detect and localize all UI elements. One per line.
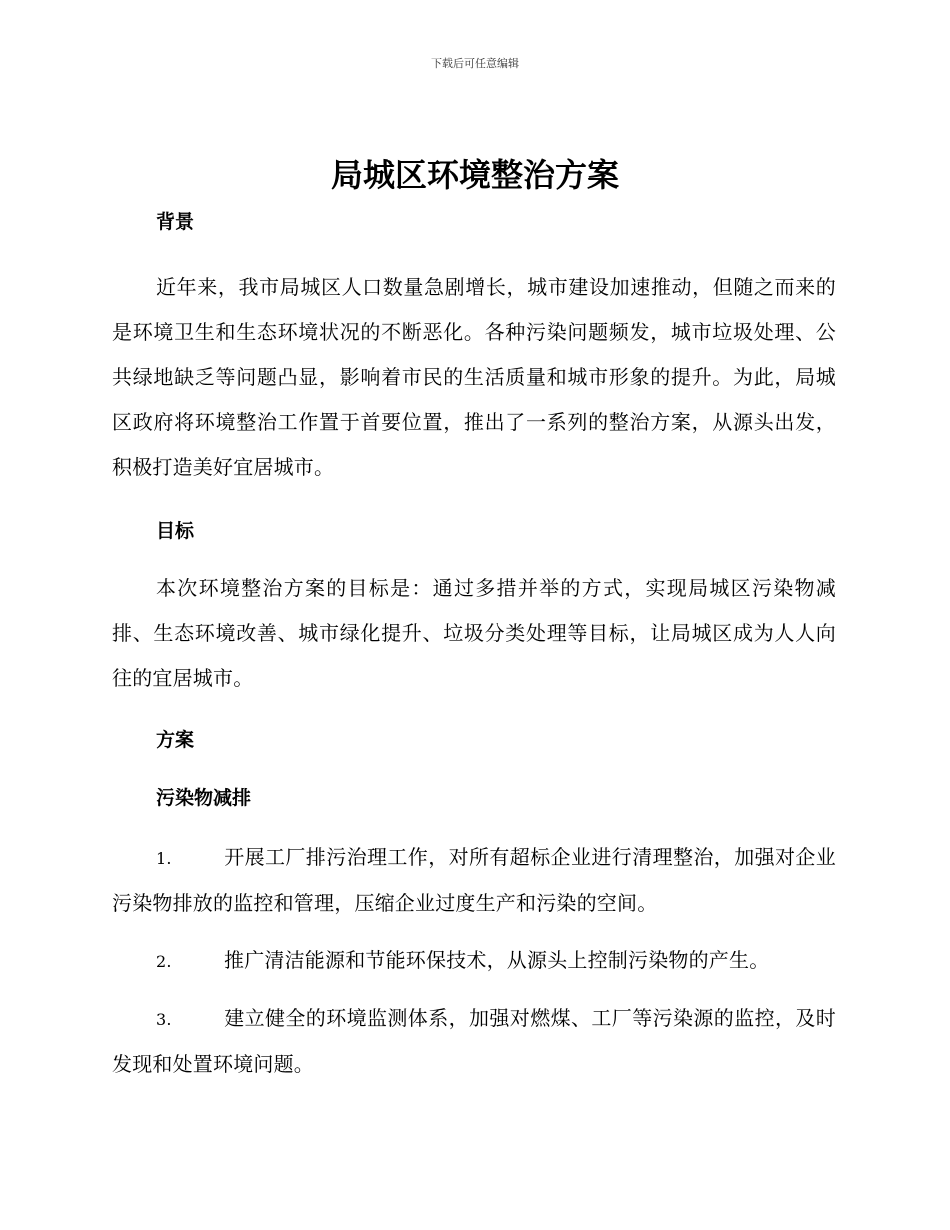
target-paragraph: 本次环境整治方案的目标是：通过多措并举的方式，实现局城区污染物减排、生态环境改善、城市绿化提升、垃圾分类处理等目标，让局城区成为人人向往的宜居城市。 (112, 576, 836, 690)
background-paragraph: 近年来，我市局城区人口数量急剧增长，城市建设加速推动，但随之而来的是环境卫生和生态环境状况的不断恶化。各种污染问题频发，城市垃圾处理、公共绿地缺乏等问题凸显，影响着市民的生活质量和城市形象的提升。为此，局城区政府将环境整治工作置于首要位置，推出了一系列的整治方案，从源头出发，积极打造美好宜居城市。 (112, 275, 836, 479)
list-item-text: 开展工厂排污治理工作，对所有超标企业进行清理整治，加强对企业污染物排放的监控和管理，压缩企业过度生产和污染的空间。 (112, 845, 836, 915)
section-heading-target: 目标 (156, 520, 195, 542)
section-heading-background: 背景 (156, 211, 195, 233)
list-item-number: 2. (156, 952, 172, 971)
document-title: 局城区环境整治方案 (330, 156, 619, 194)
list-item (112, 938, 836, 984)
list-item-text: 建立健全的环境监测体系，加强对燃煤、工厂等污染源的监控，及时发现和处置环境问题。 (112, 1006, 836, 1076)
list-item (112, 996, 836, 1087)
document-body (112, 205, 836, 1087)
running-header: 下载后可任意编辑 (431, 57, 519, 70)
list-item-number: 3. (156, 1010, 172, 1029)
section-heading-pollution: 污染物减排 (156, 787, 252, 809)
list-item (112, 835, 836, 926)
section-heading-plan: 方案 (156, 729, 195, 751)
list-item-number: 1. (156, 849, 172, 868)
list-item-text: 推广清洁能源和节能环保技术，从源头上控制污染物的产生。 (224, 948, 770, 972)
